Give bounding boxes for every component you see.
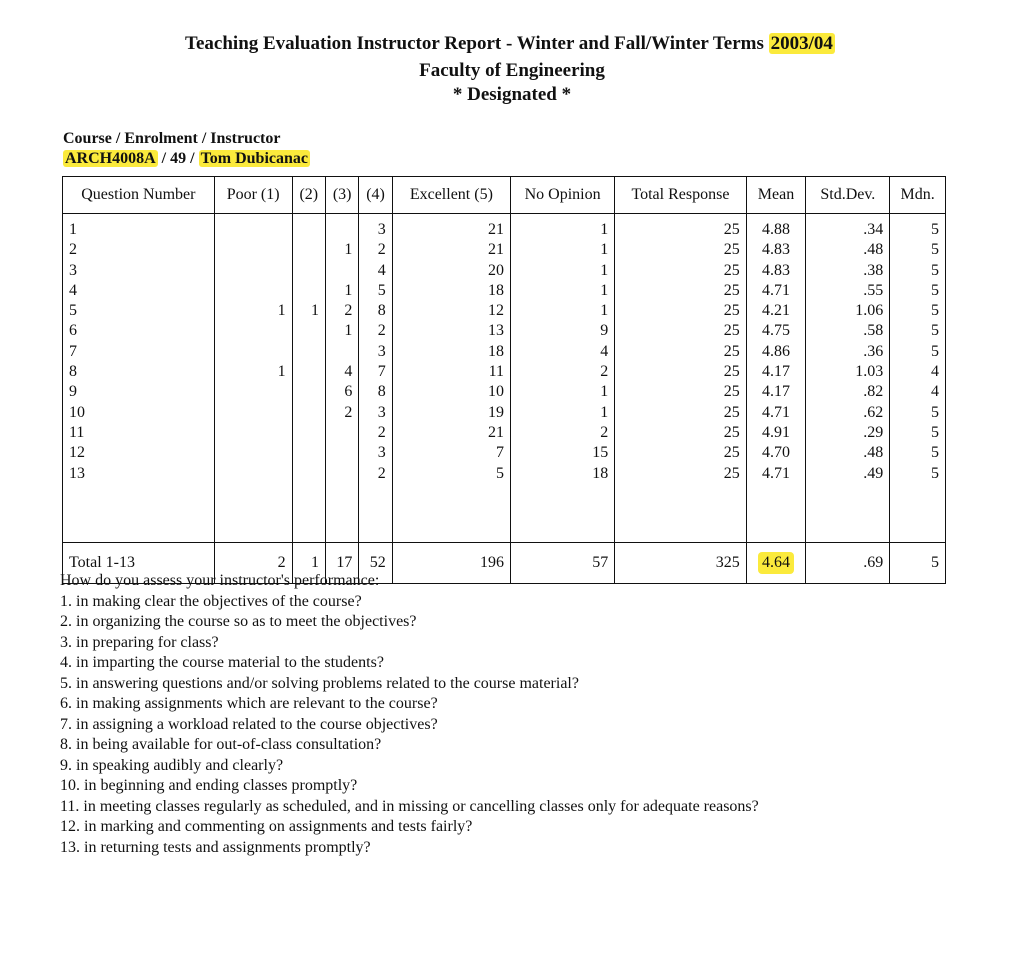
question-item: 12. in marking and commenting on assignments and tests fairly? bbox=[60, 818, 473, 835]
median-column: 5 5 5 5 5 5 5 4 4 5 5 5 5 bbox=[890, 214, 946, 543]
total-mean: 4.64 bbox=[758, 552, 794, 574]
course-label: Course / Enrolment / Instructor bbox=[63, 130, 281, 147]
evaluation-table bbox=[62, 176, 946, 584]
question-number-column: 1 2 3 4 5 6 7 8 9 10 11 12 13 bbox=[63, 214, 215, 543]
question-item: 2. in organizing the course so as to meet the objectives? bbox=[60, 613, 417, 630]
course-enrolment: / 49 / bbox=[157, 150, 199, 167]
header-mean: Mean bbox=[746, 177, 806, 214]
header-no-opinion: No Opinion bbox=[511, 177, 615, 214]
question-item: 11. in meeting classes regularly as scheduled, and in missing or cancelling classes only for adequate reasons? bbox=[60, 797, 759, 815]
questions-list bbox=[60, 571, 759, 858]
questions-intro: How do you assess your instructor's performance: bbox=[60, 572, 380, 589]
score4-column: 3 2 4 5 8 2 3 7 8 3 2 3 2 bbox=[359, 214, 392, 543]
table-header-row bbox=[63, 177, 946, 214]
question-item: 13. in returning tests and assignments promptly? bbox=[60, 838, 371, 856]
total-response-column: 25 25 25 25 25 25 25 25 25 25 25 25 25 bbox=[615, 214, 746, 543]
faculty-title: Faculty of Engineering bbox=[419, 60, 605, 81]
excellent-column: 21 21 20 18 12 13 18 11 10 19 21 7 5 bbox=[392, 214, 510, 543]
total-3: 17 bbox=[325, 543, 358, 584]
score2-column: 1 bbox=[292, 214, 325, 543]
mean-column: 4.88 4.83 4.83 4.71 4.21 4.75 4.86 4.17 4.17 4.71 4.91 4.70 4.71 bbox=[746, 214, 806, 543]
header-2: (2) bbox=[292, 177, 325, 214]
header-stddev: Std.Dev. bbox=[806, 177, 890, 214]
question-item: 7. in assigning a workload related to the course objectives? bbox=[60, 715, 438, 733]
report-title-main: Teaching Evaluation Instructor Report - Winter and Fall/Winter Terms bbox=[185, 33, 764, 54]
question-item: 5. in answering questions and/or solving problems related to the course material? bbox=[60, 674, 579, 692]
total-label: Total 1-13 bbox=[63, 543, 215, 584]
table-body-row bbox=[63, 214, 946, 543]
question-item: 3. in preparing for class? bbox=[60, 633, 219, 651]
total-poor: 2 bbox=[214, 543, 292, 584]
total-median: 5 bbox=[890, 543, 946, 584]
question-item: 1. in making clear the objectives of the course? bbox=[60, 592, 362, 610]
header-poor: Poor (1) bbox=[214, 177, 292, 214]
total-response: 325 bbox=[615, 543, 746, 584]
question-item: 6. in making assignments which are relevant to the course? bbox=[60, 695, 438, 712]
score3-column: 1 1 2 1 4 6 2 bbox=[325, 214, 358, 543]
question-item: 10. in beginning and ending classes promptly? bbox=[60, 777, 358, 794]
header-excellent: Excellent (5) bbox=[392, 177, 510, 214]
total-stddev: .69 bbox=[806, 543, 890, 584]
report-title bbox=[70, 33, 950, 55]
report-terms: 2003/04 bbox=[770, 33, 833, 54]
header-total-response: Total Response bbox=[615, 177, 746, 214]
course-values bbox=[63, 150, 310, 168]
course-code: ARCH4008A bbox=[65, 150, 156, 167]
total-2: 1 bbox=[292, 543, 325, 584]
poor-column: 1 1 bbox=[214, 214, 292, 543]
header-3: (3) bbox=[325, 177, 358, 214]
stddev-column: .34 .48 .38 .55 1.06 .58 .36 1.03 .82 .62 .29 .48 .49 bbox=[806, 214, 890, 543]
header-median: Mdn. bbox=[890, 177, 946, 214]
header-question-number: Question Number bbox=[63, 177, 215, 214]
no-opinion-column: 1 1 1 1 1 9 4 2 1 1 2 15 18 bbox=[511, 214, 615, 543]
question-item: 4. in imparting the course material to the students? bbox=[60, 654, 384, 671]
total-excellent: 196 bbox=[392, 543, 510, 584]
instructor-name: Tom Dubicanac bbox=[200, 150, 308, 167]
total-4: 52 bbox=[359, 543, 392, 584]
total-no-opinion: 57 bbox=[511, 543, 615, 584]
designation: * Designated * bbox=[452, 84, 572, 105]
header-4: (4) bbox=[359, 177, 392, 214]
question-item: 8. in being available for out-of-class consultation? bbox=[60, 736, 382, 753]
question-item: 9. in speaking audibly and clearly? bbox=[60, 756, 284, 774]
